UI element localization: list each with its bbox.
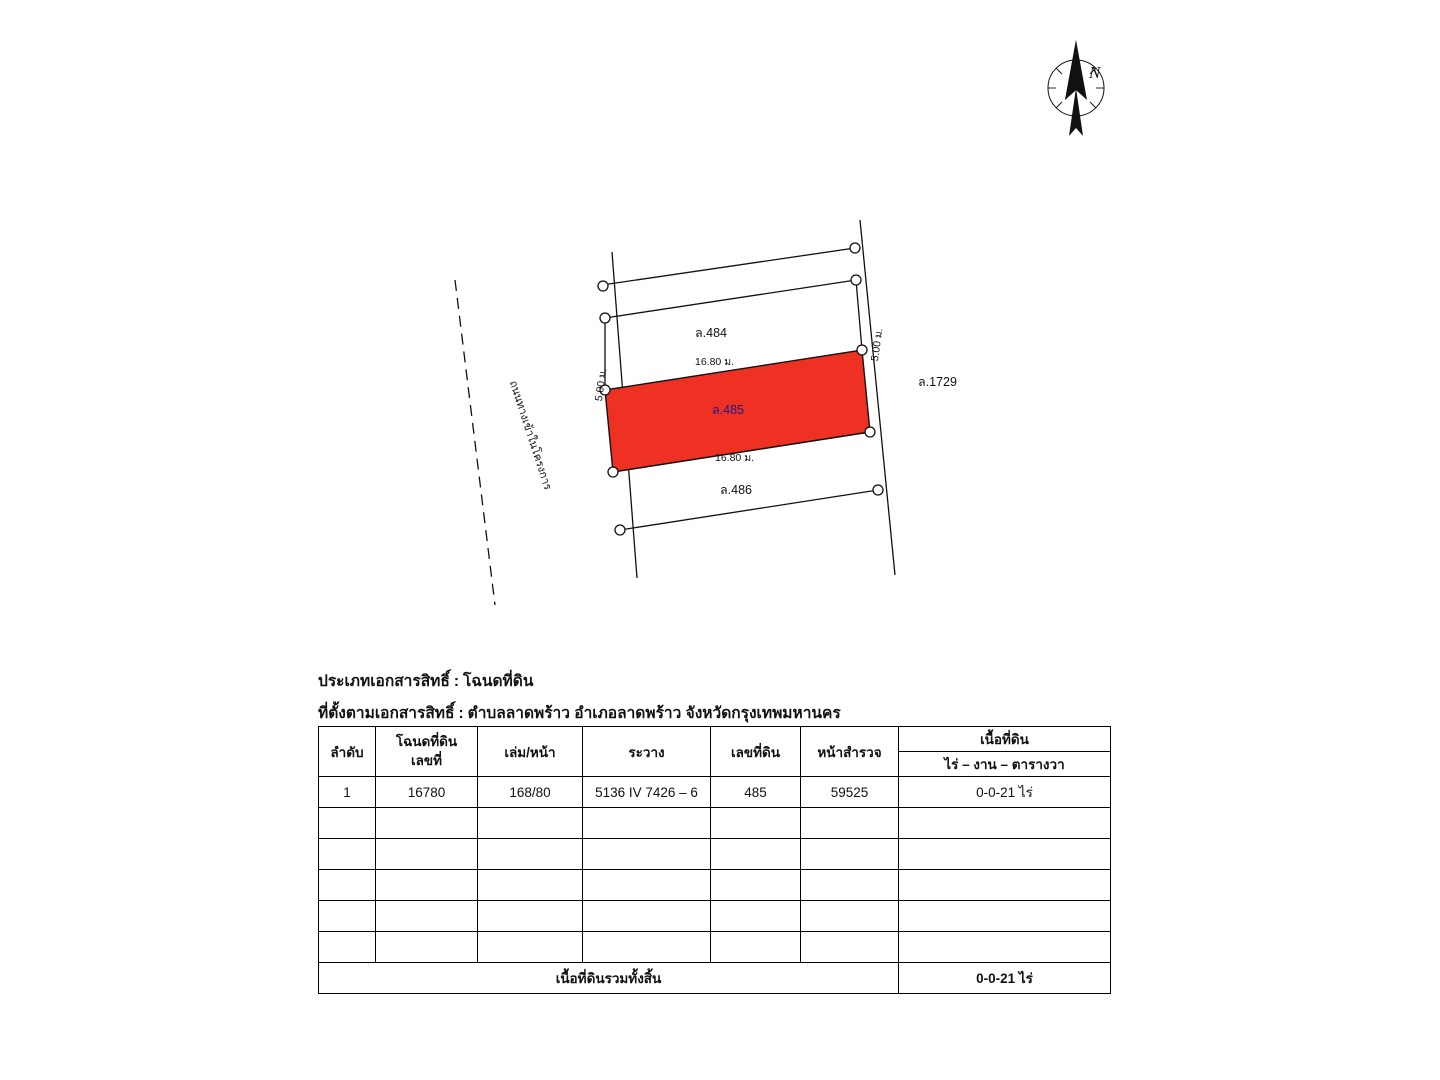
cell-empty xyxy=(711,901,801,932)
cell-empty xyxy=(583,839,711,870)
cell-empty xyxy=(583,870,711,901)
cell-empty xyxy=(319,901,376,932)
col-header-sheet: ระวาง xyxy=(583,727,711,777)
location-value: ตำบลลาดพร้าว อำเภอลาดพร้าว จังหวัดกรุงเทพมหานคร xyxy=(467,705,841,722)
parcel-label-486: ล.486 xyxy=(720,483,752,497)
cell-sheet: 5136 IV 7426 – 6 xyxy=(583,777,711,808)
location-line xyxy=(318,700,841,725)
col-header-area-units: ไร่ – งาน – ตารางวา xyxy=(899,752,1111,777)
cell-parcel-no: 485 xyxy=(711,777,801,808)
doc-type-colon: : xyxy=(453,673,460,690)
col-header-volume: เล่ม/หน้า xyxy=(478,727,583,777)
summary-label: เนื้อที่ดินรวมทั้งสิ้น xyxy=(319,963,899,994)
dim-left: 5.00 ม. xyxy=(592,367,610,403)
cell-empty xyxy=(376,870,478,901)
col-header-deed-line2: เลขที่ xyxy=(410,752,442,768)
table-row-empty xyxy=(319,870,1111,901)
cell-empty xyxy=(319,870,376,901)
cell-empty xyxy=(801,901,899,932)
north-arrow-letter: N xyxy=(1089,63,1101,82)
cell-empty xyxy=(801,839,899,870)
table-row-empty xyxy=(319,901,1111,932)
road-label: ถนนทางเข้าในโครงการ xyxy=(506,379,554,492)
survey-node xyxy=(598,281,608,291)
col-header-area-group: เนื้อที่ดิน xyxy=(899,727,1111,752)
cell-deed: 16780 xyxy=(376,777,478,808)
cell-empty xyxy=(478,932,583,963)
cell-empty xyxy=(376,901,478,932)
cell-empty xyxy=(899,808,1111,839)
parcel-label-485: ล.485 xyxy=(712,403,744,417)
table-row-empty xyxy=(319,808,1111,839)
col-header-deed xyxy=(376,727,478,777)
table-row-empty xyxy=(319,839,1111,870)
cell-empty xyxy=(711,932,801,963)
parcel-map xyxy=(400,200,1040,630)
cell-empty xyxy=(478,870,583,901)
north-arrow xyxy=(1035,38,1117,138)
parcel-label-1729: ล.1729 xyxy=(918,375,957,389)
cell-empty xyxy=(711,839,801,870)
cell-empty xyxy=(899,932,1111,963)
cell-empty xyxy=(478,839,583,870)
cell-empty xyxy=(801,932,899,963)
cell-survey-no: 59525 xyxy=(801,777,899,808)
cell-empty xyxy=(319,808,376,839)
cell-empty xyxy=(376,808,478,839)
parcel-484-top-edge xyxy=(602,248,855,285)
table-row xyxy=(319,777,1111,808)
cell-empty xyxy=(319,839,376,870)
connector-right-upper xyxy=(856,280,862,350)
col-header-survey-no: หน้าสำรวจ xyxy=(801,727,899,777)
cell-area: 0-0-21 ไร่ xyxy=(899,777,1111,808)
cell-empty xyxy=(711,870,801,901)
cell-empty xyxy=(899,839,1111,870)
cell-empty xyxy=(801,808,899,839)
survey-node xyxy=(865,427,875,437)
location-key: ที่ตั้งตามเอกสารสิทธิ์ xyxy=(318,705,455,722)
cell-empty xyxy=(899,901,1111,932)
col-header-parcel-no: เลขที่ดิน xyxy=(711,727,801,777)
cell-empty xyxy=(478,808,583,839)
survey-node xyxy=(850,243,860,253)
summary-value: 0-0-21 ไร่ xyxy=(899,963,1111,994)
dim-top: 16.80 ม. xyxy=(695,356,735,368)
survey-node xyxy=(615,525,625,535)
cell-empty xyxy=(583,901,711,932)
parcel-label-484: ล.484 xyxy=(695,326,727,340)
cell-empty xyxy=(583,808,711,839)
table-header-row-1 xyxy=(319,727,1111,752)
cell-empty xyxy=(478,901,583,932)
dim-right: 5.00 ม. xyxy=(868,327,886,363)
cell-empty xyxy=(583,932,711,963)
cell-empty xyxy=(319,932,376,963)
cell-empty xyxy=(376,932,478,963)
location-colon: : xyxy=(458,705,464,722)
cell-empty xyxy=(801,870,899,901)
dim-bottom: 16.80 ม. xyxy=(715,452,755,464)
cell-order: 1 xyxy=(319,777,376,808)
col-header-order: ลำดับ xyxy=(319,727,376,777)
table-summary-row xyxy=(319,963,1111,994)
cell-empty xyxy=(711,808,801,839)
doc-type-line xyxy=(318,668,533,693)
survey-node xyxy=(873,485,883,495)
doc-type-key: ประเภทเอกสารสิทธิ์ xyxy=(318,673,450,690)
survey-node xyxy=(851,275,861,285)
table-row-empty xyxy=(319,932,1111,963)
road-boundary-dashed-line xyxy=(455,280,495,605)
survey-node xyxy=(608,467,618,477)
doc-type-value: โฉนดที่ดิน xyxy=(463,673,534,690)
cell-volume: 168/80 xyxy=(478,777,583,808)
col-header-deed-line1: โฉนดที่ดิน xyxy=(395,734,458,750)
survey-node xyxy=(857,345,867,355)
parcel-484-bottom-edge-top xyxy=(605,280,856,318)
cell-empty xyxy=(899,870,1111,901)
land-parcel-table xyxy=(318,726,1111,994)
survey-node xyxy=(600,313,610,323)
cell-empty xyxy=(376,839,478,870)
